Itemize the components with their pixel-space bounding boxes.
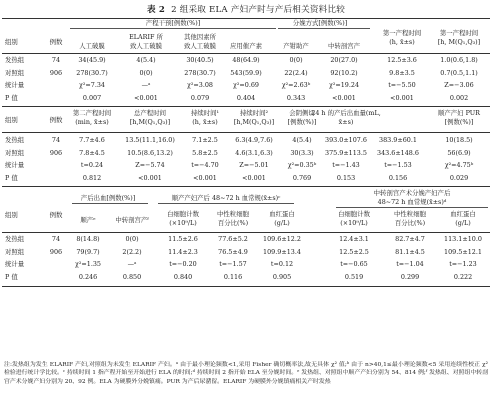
table-cell: 13.5(11.1,16.0) (125, 136, 175, 144)
row-label: 发热组 (5, 235, 25, 243)
blood-header-line2: (g/L) (455, 219, 471, 227)
table-cell: 0.905 (272, 272, 292, 281)
section2-header-line1: 总产程时间 (134, 109, 166, 117)
table-cell: 109.5±12.1 (444, 247, 482, 256)
table-cell: <0.001 (138, 173, 162, 182)
table-title: 2 组采取 ELA 产妇产时与产后相关资料比较 (171, 5, 346, 15)
header-artificial-rupture: 人工破膜 (79, 42, 105, 50)
row-label: 对照组 (5, 247, 25, 256)
table-cell: 12.5±3.6 (387, 56, 417, 64)
table-cell: 12.4±3.1 (339, 235, 369, 243)
cesarean-blood-header-line1: 中转剖宫产术分娩产妇产后 (373, 189, 451, 197)
section2-header-line2: (min, x̄±s) (75, 118, 109, 126)
table-cell: 92(10.2) (330, 68, 358, 77)
table-cell: 7.7±4.6 (79, 136, 105, 144)
table-cell: 77.6±5.2 (218, 235, 248, 243)
delivery-group-header: 分娩方式[例数(%)] (292, 19, 348, 27)
table-cell: 0.840 (173, 272, 193, 281)
row-label: 统计量 (5, 81, 25, 89)
row-label: 统计量 (5, 161, 25, 169)
row-count: 74 (51, 136, 61, 144)
section2-header-rule (2, 132, 490, 133)
vaginal-blood-header: 顺产产妇产后 48~72 h 血常规(x̄±s)ᶜ (171, 194, 281, 202)
table-top-rule (2, 18, 490, 19)
table-cell: Z=−3.06 (444, 81, 474, 89)
table-cell: 0.246 (78, 272, 98, 281)
table-cell: 82.7±4.7 (395, 235, 425, 243)
table-cell: t=0.24 (80, 161, 104, 169)
table-cell: 0.812 (82, 173, 102, 182)
row-count: 74 (51, 235, 61, 243)
header-elarif-rupture-line2: 致人工破膜 (130, 42, 162, 50)
table-caption (0, 3, 492, 15)
table-cell: 0(0) (289, 56, 303, 64)
row-count: 906 (49, 68, 63, 77)
section2-header-line1: 会阴侧切 (289, 109, 315, 117)
table-cell: 5.8±2.5 (192, 148, 218, 157)
table-cell: t=−1.04 (396, 260, 424, 268)
blood-header-line2: (g/L) (274, 219, 290, 227)
blood-header-line2: (×10⁹/L) (169, 219, 197, 227)
table-cell: t=−1.43 (332, 161, 360, 169)
section2-header-line1: 顺产产妇 PUR (438, 109, 480, 117)
count-column-header: 例数 (49, 38, 63, 46)
table-cell: 383.9±60.1 (379, 136, 417, 144)
table-cell: 11.4±2.3 (168, 247, 198, 256)
table-cell: χ²=0.35ᵇ (287, 161, 317, 169)
blood-header-line1: 中性粒细胞 (217, 210, 249, 218)
table-cell: 278(30.7) (76, 68, 108, 77)
table-cell: 0.002 (449, 93, 469, 102)
table-cell: <0.001 (134, 93, 158, 102)
table-cell: 22(2.4) (284, 68, 308, 77)
table-cell: 393.0±107.6 (325, 136, 367, 144)
table-cell: χ²=3.08 (186, 81, 214, 89)
row-label: 对照组 (5, 68, 25, 77)
table-cell: t=−5.50 (388, 81, 416, 89)
table-cell: 79(9.7) (76, 247, 100, 256)
section2-header-line2: x̄±s) (338, 118, 354, 126)
pph-group-header: 产后出血[例数(%)] (80, 194, 136, 202)
row-count: 906 (49, 247, 63, 256)
table-cell: t=−4.70 (191, 161, 219, 169)
section2-bottom-rule (2, 186, 490, 187)
table-cell: —ᵃ (127, 260, 137, 268)
intervention-group-header: 产程干预[例数(%)] (145, 19, 201, 27)
table-cell: 4(5.4) (292, 136, 312, 144)
group-column-header: 组别 (5, 116, 18, 124)
table-cell: 0.850 (122, 272, 142, 281)
table-cell: 2(2.2) (122, 247, 142, 256)
table-cell: 30(40.5) (186, 56, 214, 64)
table-cell: 20(27.0) (330, 56, 358, 64)
section2-header-line2: (h, x̄±s) (192, 118, 218, 126)
table-cell: 109.6±12.2 (263, 235, 301, 243)
table-cell: 543(59.9) (230, 68, 262, 77)
blood-header-line1: 白细胞计数 (167, 210, 199, 218)
row-label: P 值 (5, 272, 18, 281)
table-cell: 1.0(0.6,1.8) (440, 56, 478, 64)
cesarean-span-rule (336, 207, 488, 208)
row-label: 统计量 (5, 260, 25, 268)
table-cell: <0.001 (390, 93, 414, 102)
count-column-header: 例数 (49, 116, 63, 124)
table-cell: 9.8±3.5 (389, 68, 415, 77)
header-other-rupture-line1: 其他因素所 (184, 33, 216, 41)
blood-header-line1: 中性粒细胞 (394, 210, 426, 218)
table-cell: χ²=2.63ᵇ (281, 81, 311, 89)
table-cell: 0.079 (190, 93, 210, 102)
table-cell: t=0.12 (270, 260, 294, 268)
cesarean-blood-header-line2: 48~72 h 血常规(x̄±s)ᵈ (377, 198, 447, 206)
vaginal-span-rule (158, 203, 294, 204)
table-cell: 0(0) (125, 235, 139, 243)
table-cell: 4(5.4) (136, 56, 156, 64)
section1-header-rule (2, 53, 490, 54)
table-cell: 48(64.9) (232, 56, 260, 64)
blood-header-line2: 百分比(%) (217, 219, 249, 227)
table-cell: 12.5±2.5 (339, 247, 369, 256)
header-vaginal-pph: 顺产ᵉ (80, 216, 96, 224)
header-forceps: 产钳助产 (283, 42, 309, 50)
table-cell: 113.1±10.0 (444, 235, 482, 243)
table-cell: 278(30.7) (184, 68, 216, 77)
header-cesarean-pph: 中转剖宫产ᶠ (115, 216, 149, 224)
table-cell: 0.222 (453, 272, 473, 281)
table-cell: 4.6(3.1,6.3) (235, 148, 273, 157)
table-cell: 10(18.5) (445, 136, 473, 144)
table-cell: <0.001 (332, 93, 356, 102)
table-cell: χ²=0.69 (232, 81, 260, 89)
intervention-span-rule (70, 28, 276, 29)
header-conversion-cesarean: 中转剖宫产 (328, 42, 360, 50)
table-cell: 375.9±113.5 (325, 148, 367, 157)
section2-header-line1: 持续时间¹ (190, 109, 220, 117)
table-cell: 11.5±2.6 (168, 235, 198, 243)
row-label: 发热组 (5, 56, 25, 64)
table-cell: 7.8±4.5 (79, 148, 105, 157)
section2-header-line2: [h,M(Q₁,Q₃)] (233, 118, 275, 126)
section2-header-line2: [h,M(Q₁,Q₃)] (129, 118, 171, 126)
row-label: P 值 (5, 93, 18, 102)
table-cell: 6.3(4.9,7.6) (235, 136, 273, 144)
group-column-header: 组别 (5, 38, 18, 46)
table-cell: —ᵃ (141, 81, 151, 89)
table-cell: 81.1±4.5 (395, 247, 425, 256)
table-cell: 0.519 (344, 272, 364, 281)
table-cell: <0.001 (242, 173, 266, 182)
header-other-rupture-line2: 致人工破膜 (184, 42, 216, 50)
table-cell: χ²=7.34 (78, 81, 106, 89)
table-cell: χ²=4.75ᵇ (444, 161, 474, 169)
blood-header-line1: 白细胞计数 (338, 210, 370, 218)
row-label: 发热组 (5, 136, 25, 144)
count-column-header: 例数 (49, 211, 63, 219)
blood-header-line1: 血红蛋白 (450, 210, 476, 218)
section2-header-line1: 持续时间² (239, 109, 269, 117)
table-cell: 76.5±4.9 (218, 247, 248, 256)
header-first-stage-mean: 第一产程时间 (382, 29, 422, 37)
table-cell: 0.7(0.5,1.1) (440, 68, 478, 77)
table-cell: 7.1±2.5 (192, 136, 218, 144)
header-elarif-rupture-line1: ELARIF 所 (129, 33, 163, 41)
row-count: 74 (51, 56, 61, 64)
table-cell: 0.769 (292, 173, 312, 182)
row-label: 对照组 (5, 148, 25, 157)
table-cell: 34(45.9) (78, 56, 106, 64)
table-cell: t=−1.23 (449, 260, 477, 268)
table-cell: 0.116 (223, 272, 243, 281)
blood-header-line1: 血红蛋白 (269, 210, 295, 218)
header-first-stage-median-unit: [h, M(Q₁,Q₃)] (437, 38, 481, 46)
section3-header-rule (2, 232, 490, 233)
table-cell: χ²=19.24 (328, 81, 360, 89)
table-cell: 0.007 (82, 93, 102, 102)
table-cell: 10.5(8.6,13.2) (127, 148, 173, 157)
table-cell: t=−1.53 (384, 161, 412, 169)
table-cell: 0(0) (139, 68, 153, 77)
table-cell: 0.404 (236, 93, 256, 102)
table-cell: Z=−5.01 (239, 161, 269, 169)
header-first-stage-mean-unit: (h, x̄±s) (389, 38, 415, 46)
section2-header-line2: [例数(%)] (287, 118, 317, 126)
section2-header-line1: 第二产程时间 (72, 109, 112, 117)
table-cell: 0.156 (388, 173, 408, 182)
table-footnote: 注:发热组为发生 ELARIF 产妇,对照组为未发生 ELARIF 产妇。ᵃ 由于最小理论频数<1,采用 Fisher 确切概率法,故无具体 χ² 值;ᵇ 由于 n>40,1≤最小理论频数<5 采用连续性校正 χ² 检验进行统计学比较。ᶜ 持续时间 1 指产程开始至开始进行 ELA 的时间;ᵈ 持续时间 2 指开始 ELA 至分娩时间。ᵉ 发热组、对照组中顺产产妇分别为 54、814 例;ᶠ 发热组、对照组中转剖宫产术分娩产妇分别为 20、92 例。ELA 为硬膜外分娩镇痛。PUR 为产后尿潴留。ELARIF 为硬膜外分娩镇痛相关产时发热 (4, 362, 489, 385)
table-cell: Z=−5.74 (135, 161, 165, 169)
table-cell: t=−1.57 (219, 260, 247, 268)
table-cell: 109.9±13.4 (263, 247, 301, 256)
group-column-header: 组别 (5, 211, 18, 219)
table-number: 表 2 (146, 5, 166, 15)
table-cell: 343.6±148.6 (377, 148, 419, 157)
delivery-span-rule (278, 28, 370, 29)
table-cell: 30(3.3) (290, 148, 314, 157)
blood-header-line2: (×10⁹/L) (340, 219, 368, 227)
table-cell: 8(14.8) (76, 235, 100, 243)
table-bottom-rule (2, 286, 490, 287)
table-cell: <0.001 (193, 173, 217, 182)
section2-header-line2: [例数(%)] (444, 118, 474, 126)
blood-header-line2: 百分比(%) (394, 219, 426, 227)
table-cell: 0.153 (336, 173, 356, 182)
section1-bottom-rule (2, 106, 490, 107)
table-cell: 0.343 (286, 93, 306, 102)
table-cell: t=−0.20 (169, 260, 197, 268)
row-label: P 值 (5, 173, 18, 182)
header-first-stage-median: 第一产程时间 (439, 29, 479, 37)
section2-header-line1: 24 h 的产后出血量(mL, (311, 109, 381, 117)
row-count: 906 (49, 148, 63, 157)
table-cell: t=−0.65 (340, 260, 368, 268)
table-cell: 56(6.9) (447, 148, 471, 157)
pph-span-rule (72, 203, 148, 204)
table-cell: 0.029 (449, 173, 469, 182)
table-cell: 0.299 (400, 272, 420, 281)
table-cell: χ²=1.35 (74, 260, 102, 268)
header-oxytocin: 应用催产素 (230, 42, 262, 50)
